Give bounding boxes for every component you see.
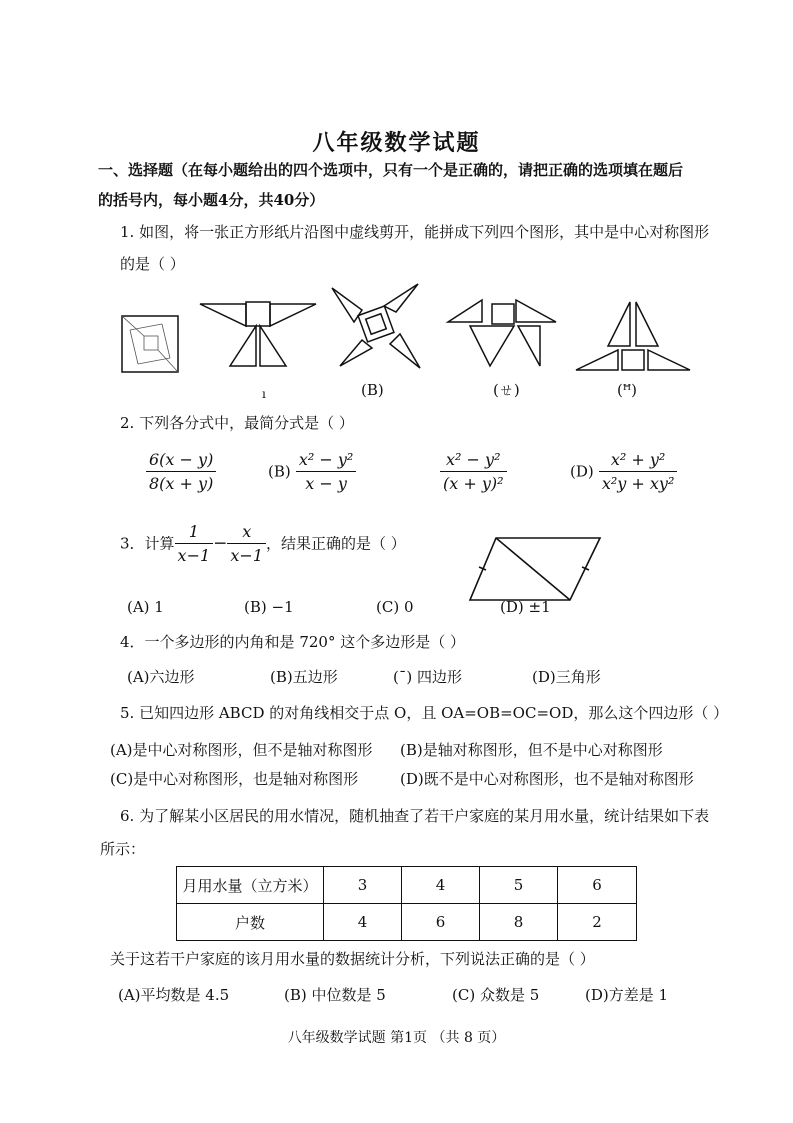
q3-stem [120, 522, 406, 565]
q6-option-a: (A)平均数是 4.5 [118, 986, 230, 1004]
table-row [177, 904, 637, 941]
q2-option-b-fraction [296, 450, 356, 493]
q5-stem: 5. 已知四边形 ABCD 的对角线相交于点 O，且 OA=OB=OC=OD，那么这个四边形（ ） [120, 704, 729, 722]
frac-den: (x + y)² [443, 474, 504, 493]
q3-option-c: (C) 0 [376, 598, 414, 616]
q3-fraction-1 [175, 522, 214, 565]
q1-figures [110, 282, 710, 387]
water-usage-table [176, 866, 637, 941]
frac-den: x−1 [230, 546, 264, 565]
q5-option-d: (D)既不是中心对称图形，也不是轴对称图形 [400, 770, 694, 788]
q3-suffix: ，结果正确的是（ ） [266, 534, 406, 553]
table-cell: 2 [558, 904, 637, 941]
frac-num: x [227, 522, 266, 544]
q6-stem-line1: 6. 为了解某小区居民的用水情况，随机抽查了若干户家庭的某月用水量，统计结果如下表 [120, 807, 710, 825]
q6-option-d: (D)方差是 1 [585, 986, 669, 1004]
q1-stem-line1: 1. 如图，将一张正方形纸片沿图中虚线剪开，能拼成下列四个图形，其中是中心对称图形 [120, 223, 710, 241]
q2-option-d [570, 450, 677, 493]
q1-option-d-label: (ꟸ) [617, 381, 637, 399]
q4-stem: 4．一个多边形的内角和是 720° 这个多边形是（ ） [120, 633, 465, 651]
q3-prefix: 3．计算 [120, 534, 175, 553]
q3-minus: − [213, 533, 228, 554]
frac-den: x−1 [177, 546, 211, 565]
q2-option-a [146, 450, 216, 493]
page-footer: 八年级数学试题 第1页 （共 8 页） [287, 1030, 506, 1046]
table-header-cell: 月用水量（立方米） [177, 867, 324, 904]
table-cell: 4 [402, 867, 480, 904]
q6-question: 关于这若干户家庭的该月用水量的数据统计分析，下列说法正确的是（ ） [110, 950, 595, 968]
figure-c [448, 300, 556, 366]
q1-stem-line2: 的是（ ） [120, 255, 185, 273]
q3-option-b: (B) −1 [244, 598, 294, 616]
frac-num: 1 [175, 522, 214, 544]
section-heading-line1: 一、选择题（在每小题给出的四个选项中，只有一个是正确的，请把正确的选项填在题后 [98, 161, 684, 179]
table-cell: 4 [324, 904, 402, 941]
figure-original-square [122, 316, 178, 372]
q2-option-c [440, 450, 507, 493]
q5-option-a: (A)是中心对称图形，但不是轴对称图形 [110, 741, 373, 759]
frac-num: x² − y² [296, 450, 356, 472]
frac-den: x²y + xy² [601, 474, 675, 493]
q4-option-c: (ˉ) 四边形 [393, 668, 462, 686]
q2-option-b-label: (B) [268, 462, 291, 481]
q4-option-b: (B)五边形 [270, 668, 338, 686]
q1-option-a-label: ı [262, 387, 266, 401]
q6-stem-line2: 所示： [100, 840, 146, 858]
q5-option-c: (C)是中心对称图形，也是轴对称图形 [110, 770, 359, 788]
q1-option-c-label: (ㄝ) [493, 381, 520, 399]
q3-option-a: (A) 1 [127, 598, 164, 616]
q5-option-b: (B)是轴对称图形，但不是中心对称图形 [400, 741, 663, 759]
q1-option-b-label: (B) [361, 381, 384, 399]
q2-option-d-label: (D) [570, 462, 594, 481]
section-heading-line2: 的括号内，每小题4分，共40分） [98, 191, 325, 209]
q2-option-b [268, 450, 356, 493]
q6-option-b: (B) 中位数是 5 [284, 986, 386, 1004]
table-cell: 6 [558, 867, 637, 904]
table-cell: 5 [480, 867, 558, 904]
table-cell: 8 [480, 904, 558, 941]
page-title: 八年级数学试题 [312, 130, 481, 156]
q2-option-a-fraction [146, 450, 216, 493]
q2-option-c-fraction [440, 450, 507, 493]
table-row [177, 867, 637, 904]
frac-num: x² − y² [440, 450, 507, 472]
q3-parallelogram-figure [466, 534, 606, 604]
figure-d [576, 302, 690, 370]
q3-fraction-2 [227, 522, 266, 565]
frac-num: 6(x − y) [146, 450, 216, 472]
table-cell: 3 [324, 867, 402, 904]
q4-option-a: (A)六边形 [127, 668, 195, 686]
frac-den: x − y [305, 474, 347, 493]
frac-den: 8(x + y) [149, 474, 214, 493]
figure-b [332, 284, 420, 368]
q2-option-d-fraction [599, 450, 678, 493]
q2-stem: 2. 下列各分式中，最简分式是（ ） [120, 414, 354, 432]
figure-a [200, 302, 316, 366]
q3-option-d: (D) ±1 [500, 598, 551, 616]
frac-num: x² + y² [599, 450, 678, 472]
table-cell: 6 [402, 904, 480, 941]
table-header-cell: 户数 [177, 904, 324, 941]
q6-option-c: (C) 众数是 5 [452, 986, 540, 1004]
q4-option-d: (D)三角形 [532, 668, 601, 686]
